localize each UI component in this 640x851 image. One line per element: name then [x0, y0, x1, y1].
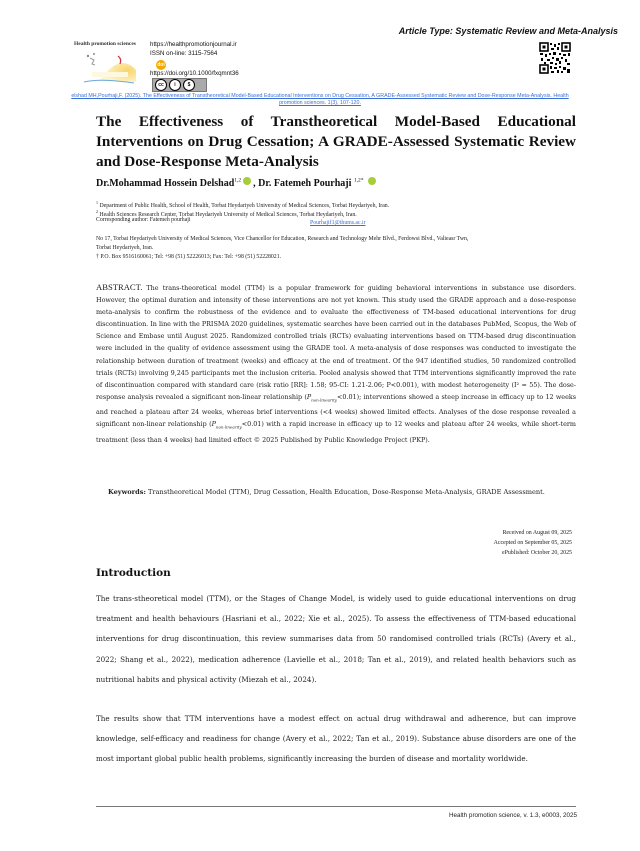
orcid-icon[interactable] [243, 177, 251, 185]
abstract-label: ABSTRACT. [96, 282, 143, 292]
keywords-text: Transtheoretical Model (TTM), Drug Cessation, Health Education, Dose-Response Meta-Analysis, GRADE Assessment. [145, 488, 545, 496]
doi-icon[interactable]: doi [157, 62, 165, 68]
doi-link[interactable]: https://doi.org/10.1000/fxqmnt36 [150, 70, 239, 77]
affiliation-text: Health Sciences Research Center, Torbat Heydariyeh University of Medical Sciences, Torbat Heydariyeh, Iran. [98, 211, 357, 218]
publication-dates [494, 528, 572, 558]
article-type-label: Article Type: Systematic Review and Meta-Analysis [398, 26, 618, 36]
author-name: , Dr. Fatemeh Pourhaji [253, 178, 352, 189]
paragraph: The results show that TTM interventions have a modest effect on actual drug withdrawal and adherence, but can improve knowledge, self-efficacy and readiness for change (Avery et al., 2022; Tan et al., 2019). Substance abuse disorders are one of the most important global public health problems, significantly increasing the burden of disease and mortality worldwide. [96, 714, 576, 764]
citation-line-2: promotion sciences. 1(3), 107-120. [279, 100, 361, 106]
article-title: The Effectiveness of Transtheoretical Model-Based Educational Interventions on Drug Cessation; A GRADE-Assessed Systematic Review and Dose-Response Meta-Analysis [96, 113, 576, 170]
author-name: Dr.Mohammad Hossein Delshad [96, 178, 235, 189]
journal-logo-icon [80, 50, 138, 86]
corresponding-author: Corresponding author: Fatemeh pourhaji [96, 217, 191, 223]
citation-line-1: elshad MH,Pourhaji,F. (2025). The Effectiveness of Transtheoretical Model-Based Educational Interventions on Drug Cessation, A GRADE-Assessed Systematic Review and Dose-Response Meta-Analysis. Health [71, 93, 569, 99]
published-date: ePublished: October 20, 2025 [501, 550, 572, 556]
p-subscript: non-linearity [311, 397, 338, 403]
abstract-text: <0.01) with a rapid increase in efficacy up to 12 weeks and plateau after 24 weeks, while short-term treatment (less than 4 weeks) had limited effect © 2025 Published by Public Knowledge Project (PKP). [96, 420, 576, 444]
affiliation-text: Department of Public Health, School of Health, Torbat Heydariyeh University of Medical Sciences, Torbat Heydariyeh, Iran. [98, 202, 390, 209]
paragraph: The trans-stheoretical model (TTM), or the Stages of Change Model, is widely used to guide educational interventions on drug treatment and health behaviours (Hasriani et al., 2022; Xie et al., 2025). To assess the effectiveness of TTM-based educational interventions for drug discontinuation, this review summarises data from 50 randomised controlled trials (RCTs) (Avery et al., 2022; Shang et al., 2022), medication adherence (Lavielle et al., 2018; Tan et al., 2019), and related health behaviors such as nutritional habits and physical activity (Miezah et al., 2024). [96, 594, 576, 684]
abstract-text: <0.01); interventions showed a steep increase in efficacy up to 12 weeks and reached a plateau after 24 weeks, whereas brief interventions (<4 weeks) showed limited effects. Analyses of the dose response revealed a significant non-linear relationship ( [96, 392, 577, 429]
journal-url-link[interactable]: https://healthpromotionjournal.ir [150, 41, 237, 48]
keywords [108, 486, 570, 499]
address-line: No 17, Torbat Heydariyeh University of Medical Sciences, Vice Chancellor for Education, Research and Technology Mehr Blvd., Ferdowsi Blvd., Valieasr Twn, [96, 236, 469, 242]
journal-name: Health promotion sciences [74, 41, 136, 47]
creative-commons-icon: cc [155, 79, 167, 91]
address-line: Torbat Heydariyeh, Iran. [96, 245, 154, 251]
affiliation-number: 1 [96, 200, 98, 205]
abstract [96, 281, 576, 446]
received-date: Received on August 09, 2025 [502, 530, 572, 536]
orcid-icon[interactable] [368, 177, 376, 185]
p-symbol: P [306, 392, 312, 401]
author-affiliation-sup: 1,2 [234, 177, 242, 184]
p-subscript: non-linearity [215, 424, 242, 430]
footer-citation: Health promotion science, v. 1.3, e0003, 2025 [448, 812, 577, 819]
section-heading: Introduction [96, 567, 171, 579]
abstract-text: The trans-theoretical model (TTM) is a popular framework for guiding behavioral interventions in substance use disorders. However, the optimal duration and intensity of these interventions are not yet known. This study used the GRADE approach and a dose-response meta-analysis to confirm the robustness of the evidence and to evaluate the effectiveness of TM-based educational interventions for drug discontinuation. In line with the PRISMA 2020 guidelines, systematic searches have been carried out in the databases PubMed, Scopus, the Web of Science and Embase until August 2025. Randomized controlled trials (RCTs) evaluating interventions based on TTM-based drug discontinuation were included in the quality of evidence assessment using the GRADE tool. A meta-analysis of dose responses was conducted to investigate the relationship between duration of treatment (weeks) and efficacy at the end of treatment. Of the 947 identified studies, 50 randomized controlled trials (RCTs) involving 9,245 participants met the inclusion criteria. Pooled analysis showed that TTM interventions significantly improved the rate of discontinuation compared with standard care (risk ratio [RR]: 1.58; 95-CI: 1.21-2.06; P<0.001), with modest heterogeneity (I² = 55). The dose-response analysis revealed a significant non-linear relationship ( [96, 284, 576, 401]
citation-link[interactable] [0, 93, 640, 107]
author-list [96, 177, 378, 189]
contact-line: † P.O. Box 9516160061; Tel: +98 (51) 52226013; Fax: Tel: +98 (51) 52228021. [96, 254, 282, 260]
attribution-icon: i [169, 79, 181, 91]
email-link[interactable]: Pourhajif1@thums.ac.ir [310, 220, 366, 226]
p-symbol: P [211, 420, 216, 429]
author-affiliation-sup: 1,2* [353, 177, 364, 184]
journal-info [150, 40, 237, 58]
footer-divider [96, 806, 576, 807]
cc-license-badge[interactable] [152, 78, 207, 92]
qr-code-icon[interactable] [539, 42, 571, 74]
affiliation-number: 2 [96, 209, 98, 214]
accepted-date: Accepted on September 05, 2025 [493, 540, 572, 546]
issn-text: ISSN on-line: 3115-7564 [150, 50, 218, 57]
noncommercial-icon: $ [183, 79, 195, 91]
keywords-label: Keywords: [108, 488, 146, 496]
